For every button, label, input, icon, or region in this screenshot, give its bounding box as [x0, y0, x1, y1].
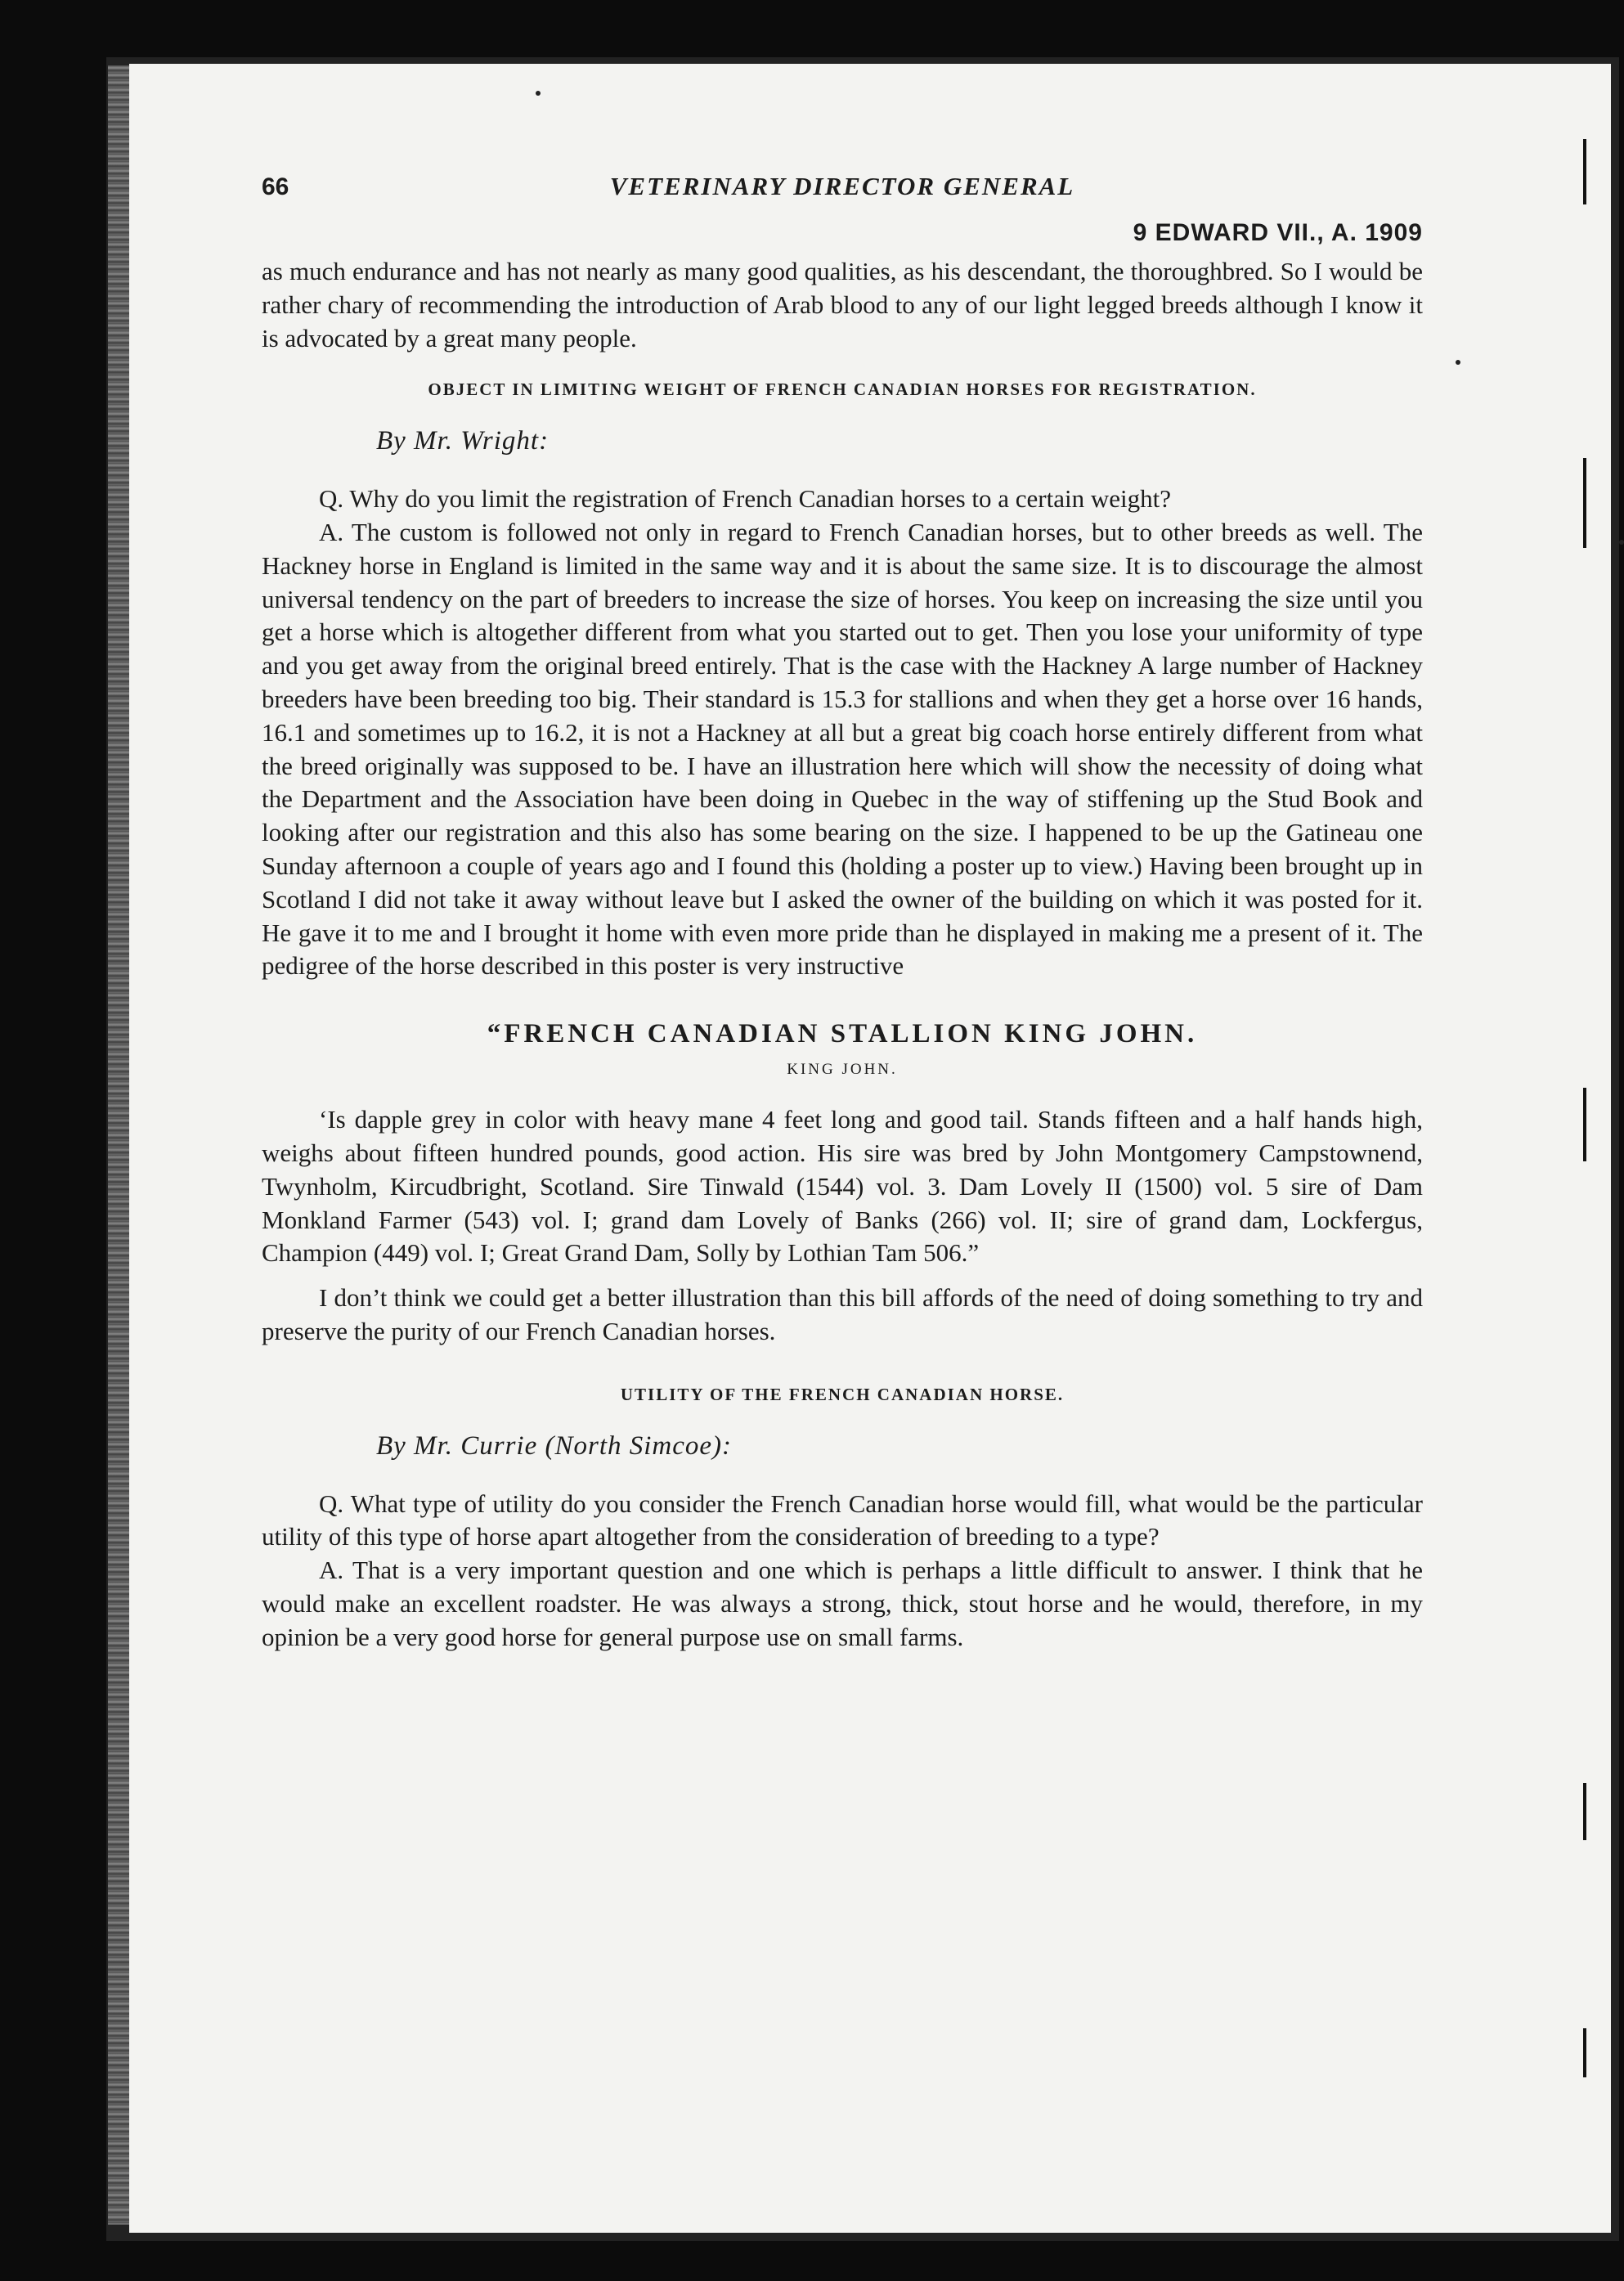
poster-comment: I don’t think we could get a better illustration than this bill affords of the need of doing something to try and preserve the purity of our French Canadian horses. [262, 1283, 1423, 1345]
edge-mark [1583, 139, 1586, 204]
questioner: By Mr. Currie (North Simcoe): [376, 1430, 733, 1461]
edge-mark [1583, 2028, 1586, 2077]
question-paragraph: Q. Why do you limit the registration of French Canadian horses to a certain weight? [319, 484, 1171, 514]
page-text [262, 172, 1423, 1655]
section-heading: UTILITY OF THE FRENCH CANADIAN HORSE. [620, 1384, 1065, 1404]
question-paragraph: Q. What type of utility do you consider the French Canadian horse would fill, what would be the particular utility of this type of horse apart altogether from the consideration of breeding to a type? [262, 1488, 1423, 1551]
running-title: VETERINARY DIRECTOR GENERAL [609, 172, 1075, 200]
edge-mark [1583, 458, 1586, 548]
poster-title: “FRENCH CANADIAN STALLION KING JOHN. [487, 1019, 1198, 1049]
ink-speck [1619, 540, 1624, 545]
ink-speck [1456, 360, 1460, 365]
poster-subtitle: KING JOHN. [787, 1061, 898, 1079]
page-right-edge [1578, 123, 1593, 2233]
answer-paragraph: A. That is a very important question and one which is perhaps a little difficult to answer. I think that he would make an excellent roadster. He was always a strong, thick, stout horse and he would, therefore, in my opinion be a very good horse for general purpose use on small farms. [262, 1556, 1423, 1651]
edge-mark [1583, 1088, 1586, 1161]
section-heading: OBJECT IN LIMITING WEIGHT OF FRENCH CANADIAN HORSES FOR REGISTRATION. [428, 379, 1257, 400]
session-line: 9 EDWARD VII., A. 1909 [1133, 219, 1423, 246]
questioner: By Mr. Wright: [376, 426, 550, 456]
opening-paragraph: as much endurance and has not nearly as many good qualities, as his descendant, the thoroughbred. So I would be rather chary of recommending the introduction of Arab blood to any of our light legged breeds although I know it is advocated by a great many people. [262, 257, 1423, 352]
running-head [262, 172, 1423, 218]
ink-speck [536, 91, 541, 96]
edge-mark [1583, 1783, 1586, 1840]
poster-description: ‘Is dapple grey in color with heavy mane 4 feet long and good tail. Stands fifteen and a half hands high, weighs about fifteen hundred pounds, good action. His sire was bred by John Montgomery Campstownend, Twynholm, Kircudbright, Scotland. Sire Tinwald (1544) vol. 3. Dam Lovely II (1500) vol. 5 sire of Dam Monkland Farmer (543) vol. I; grand dam Lovely of Banks (266) vol. II; sire of grand dam, Lockfergus, Champion (449) vol. I; Great Grand Dam, Solly by Lothian Tam 506.” [262, 1105, 1423, 1268]
page-number: 66 [262, 173, 289, 200]
answer-paragraph: A. The custom is followed not only in regard to French Canadian horses, but to other breeds as well. The Hackney horse in England is limited in the same way and it is about the same size. It is to discourage the almost universal tendency on the part of breeders to increase the size of horses. You keep on increasing the size until you get a horse which is altogether different from what you started out to get. Then you lose your uniformity of type and you get away from the original breed entirely. That is the case with the Hackney A large number of Hackney breeders have been breeding too big. Their standard is 15.3 for stallions and when they get a horse over 16 hands, 16.1 and sometimes up to 16.2, it is not a Hackney at all but a great big coach horse entirely different from what the breed originally was supposed to be. I have an illustration here which will show the necessity of doing what the Department and the Association have been doing in Quebec in the way of stiffening up the Stud Book and looking after our registration and this also has some bearing on the size. I happened to be up the Gatineau one Sunday afternoon a couple of years ago and I found this (holding a poster up to view.) Having been brought up in Scotland I did not take it away without leave but I asked the owner of the building on which it was posted for it. He gave it to me and I brought it home with even more pride than he displayed in making me a present of it. The pedigree of the horse described in this poster is very instructive [262, 517, 1423, 981]
